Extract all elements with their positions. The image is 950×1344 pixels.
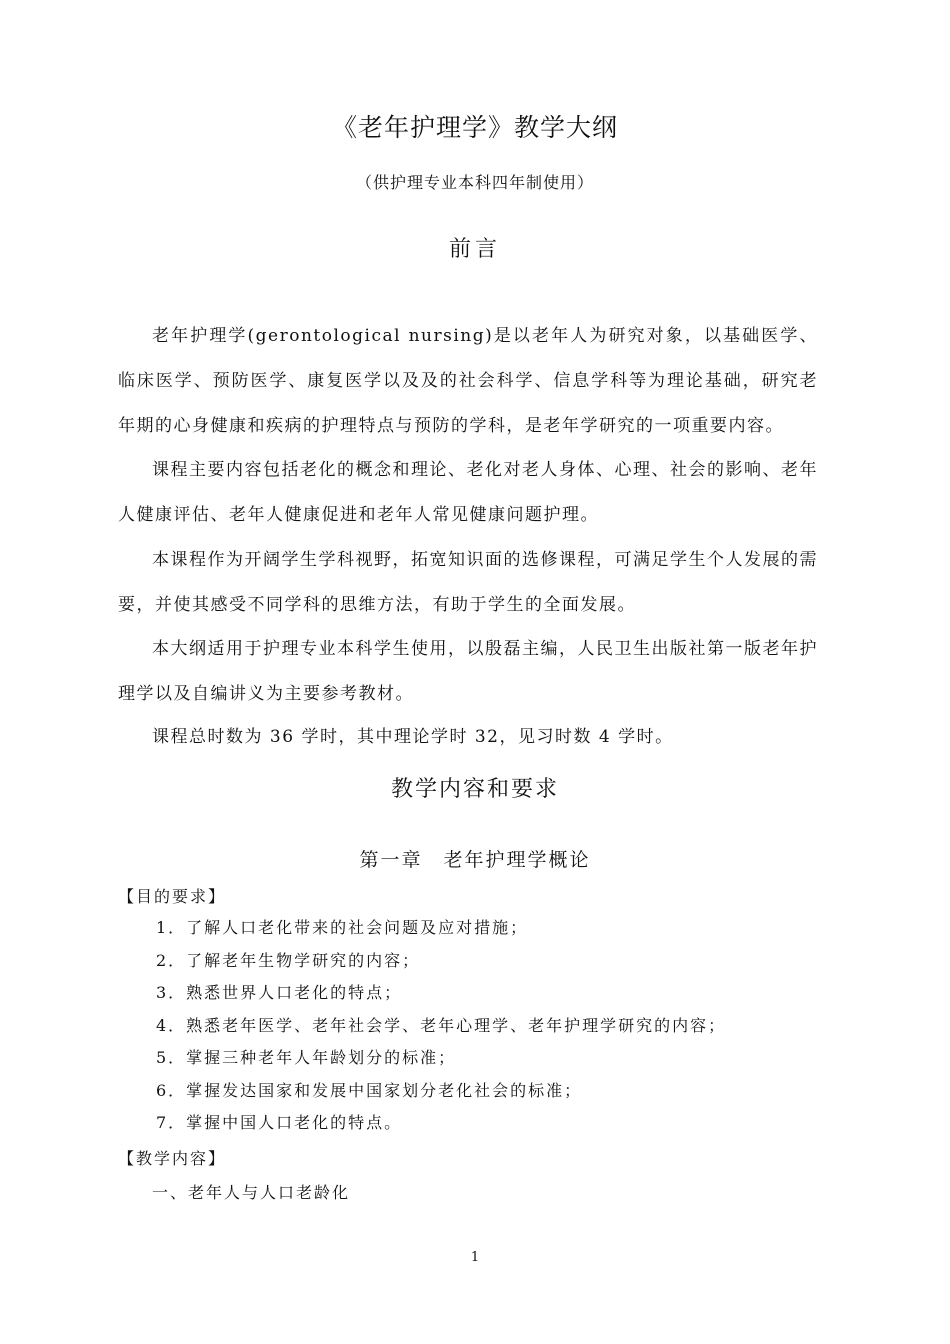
objectives-label: 【目的要求】: [118, 887, 227, 906]
preface-paragraph: [118, 538, 818, 628]
content-label: 【教学内容】: [118, 1149, 227, 1168]
preface-paragraph: [118, 715, 818, 760]
objective-item: 6．掌握发达国家和发展中国家划分老化社会的标准；: [156, 1080, 583, 1100]
objective-item: 2．了解老年生物学研究的内容；: [156, 950, 421, 970]
preface-paragraph: [118, 314, 818, 449]
objective-item: 4．熟悉老年医学、老年社会学、老年心理学、老年护理学研究的内容；: [156, 1015, 727, 1035]
paragraph-text: 老年护理学(gerontological nursing)是以老年人为研究对象，以基础医学、临床医学、预防医学、康复医学以及及的社会科学、信息学科等为理论基础，研究老年期的心身健康和疾病的护理特点与预防的学科，是老年学研究的一项重要内容。: [118, 326, 818, 436]
objectives-list: [156, 914, 726, 1142]
objective-item: 1．了解人口老化带来的社会问题及应对措施；: [156, 918, 529, 937]
chapter-title: 第一章 老年护理学概论: [359, 849, 591, 871]
objective-item: 5．掌握三种老年人年龄划分的标准；: [156, 1048, 457, 1067]
page-number: 1: [470, 1250, 480, 1265]
preface-heading: 前言: [448, 237, 501, 262]
paragraph-text: 课程总时数为 36 学时，其中理论学时 32，见习时数 4 学时。: [152, 727, 674, 747]
preface-paragraph: [118, 448, 818, 538]
section-heading: 教学内容和要求: [390, 777, 559, 802]
preface-paragraph: [118, 627, 818, 717]
document-subtitle: （供护理专业本科四年制使用）: [355, 173, 594, 192]
paragraph-text: 本大纲适用于护理专业本科学生使用，以殷磊主编，人民卫生出版社第一版老年护理学以及自编讲义为主要参考教材。: [118, 639, 818, 704]
objective-item: 7．掌握中国人口老化的特点。: [156, 1113, 403, 1132]
paragraph-text: 课程主要内容包括老化的概念和理论、老化对老人身体、心理、社会的影响、老年人健康评估、老年人健康促进和老年人常见健康问题护理。: [118, 460, 818, 525]
document-title: 《老年护理学》教学大纲: [331, 113, 618, 142]
content-item: 一、老年人与人口老龄化: [152, 1183, 351, 1202]
objective-item: 3．熟悉世界人口老化的特点；: [156, 983, 403, 1002]
paragraph-text: 本课程作为开阔学生学科视野，拓宽知识面的选修课程，可满足学生个人发展的需要，并使其感受不同学科的思维方法，有助于学生的全面发展。: [118, 550, 818, 615]
